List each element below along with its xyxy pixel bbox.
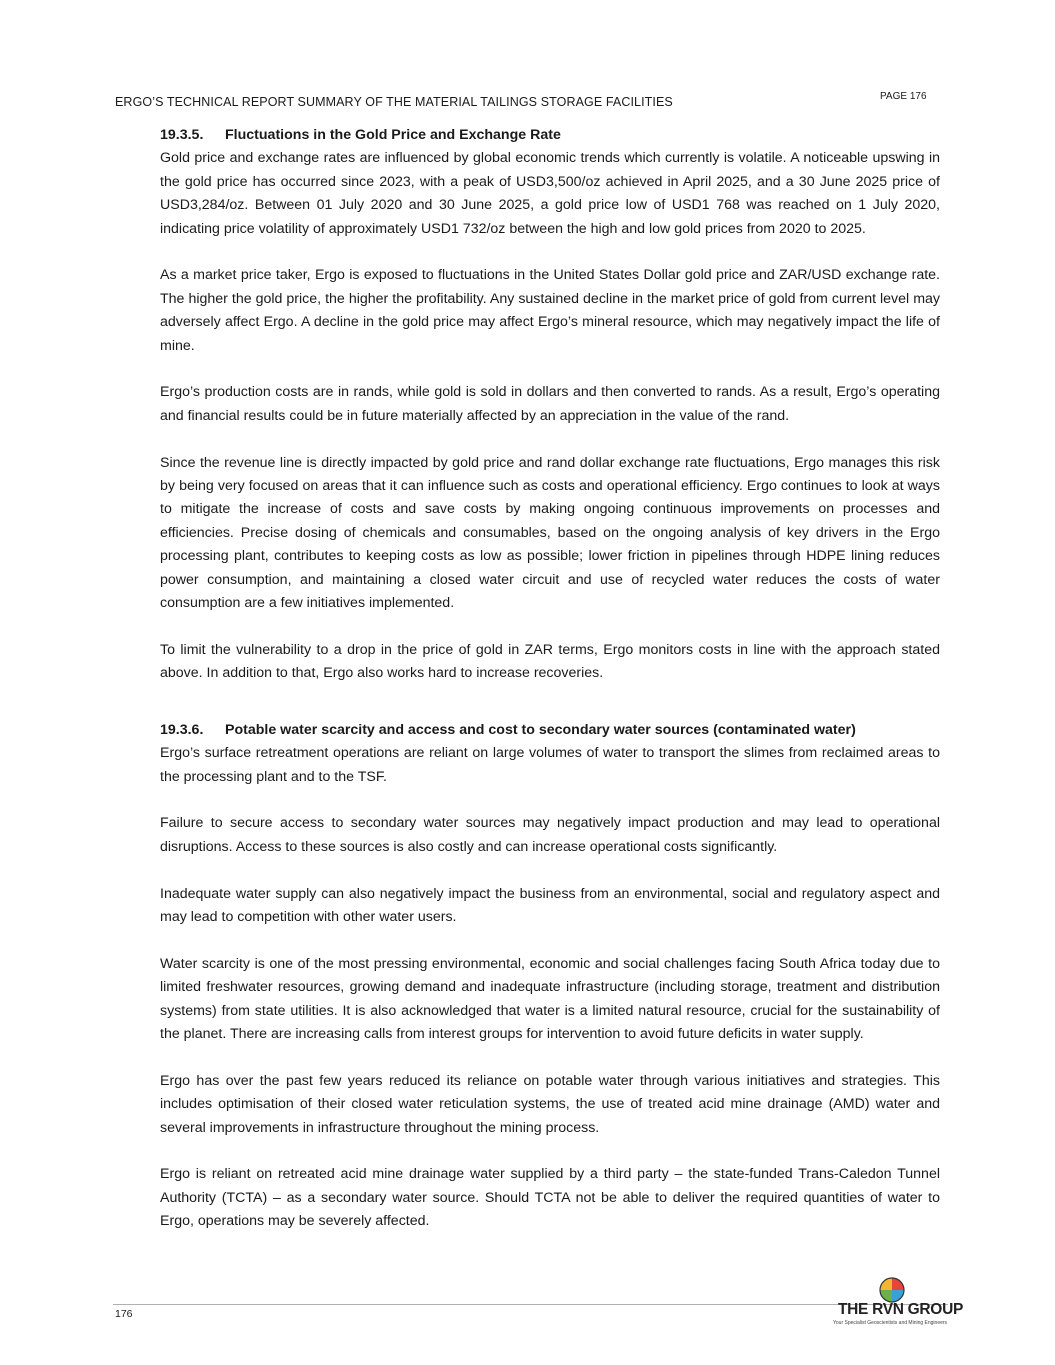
report-header-title: ERGO’S TECHNICAL REPORT SUMMARY OF THE MATERIAL TAILINGS STORAGE FACILITIES (115, 95, 673, 109)
section-title: Fluctuations in the Gold Price and Exchange Rate (225, 127, 561, 143)
paragraph: Failure to secure access to secondary water sources may negatively impact production and may lead to operational disruptions. Access to these sources is also costly and can increase operational costs significantly. (160, 815, 940, 855)
section-heading-19-3-6 (160, 719, 940, 742)
header-page-label: PAGE 176 (880, 91, 927, 102)
section-number: 19.3.5. (160, 127, 204, 143)
paragraph: As a market price taker, Ergo is exposed to fluctuations in the United States Dollar gold price and ZAR/USD exchange rate. The higher the gold price, the higher the profitability. Any sustained decline in the market price of gold from current level may adversely affect Ergo. A decline in the gold price may affect Ergo’s mineral resource, which may negatively impact the life of mine. (160, 267, 940, 354)
logo-tagline: Your Specialist Geoscientists and Mining Engineers (833, 1320, 948, 1326)
page-content (160, 124, 940, 1234)
paragraph: Ergo has over the past few years reduced its reliance on potable water through various initiatives and strategies. This includes optimisation of their closed water reticulation systems, the use of treated acid mine drainage (AMD) water and several improvements in infrastructure throughout the mining process. (160, 1072, 940, 1136)
paragraph: Ergo’s surface retreatment operations are reliant on large volumes of water to transport the slimes from reclaimed areas to the processing plant and to the TSF. (160, 745, 940, 785)
footer-divider (113, 1304, 948, 1305)
paragraph: Ergo is reliant on retreated acid mine drainage water supplied by a third party – the state-funded Trans-Caledon Tunnel Authority (TCTA) – as a secondary water source. Should TCTA not be able to deliver the required quantities of water to Ergo, operations may be severely affected. (160, 1166, 940, 1230)
paragraph: Since the revenue line is directly impacted by gold price and rand dollar exchange rate fluctuations, Ergo manages this risk by being very focused on areas that it can influence such as costs and operational efficiency. Ergo continues to look at ways to mitigate the increase of costs and save costs by making ongoing continuous improvements on processes and efficiencies. Precise dosing of chemicals and consumables, based on the ongoing analysis of key drivers in the Ergo processing plant, contributes to keeping costs as low as possible; lower friction in pipelines through HDPE lining reduces power consumption, and maintaining a closed water circuit and use of recycled water reduces the costs of water consumption are a few initiatives implemented. (160, 454, 940, 612)
footer-page-number: 176 (115, 1308, 133, 1320)
paragraph: Water scarcity is one of the most pressing environmental, economic and social challenges facing South Africa today due to limited freshwater resources, growing demand and inadequate infrastructure (including storage, treatment and distribution systems) from state utilities. It is also acknowledged that water is a limited natural resource, crucial for the sustainability of the planet. There are increasing calls from interest groups for intervention to avoid future deficits in water supply. (160, 955, 940, 1042)
paragraph: Gold price and exchange rates are influenced by global economic trends which currently is volatile. A noticeable upswing in the gold price has occurred since 2023, with a peak of USD3,500/oz achieved in April 2025, and a 30 June 2025 price of USD3,284/oz. Between 01 July 2020 and 30 June 2025, a gold price low of USD1 768 was reached on 1 July 2020, indicating price volatility of approximately USD1 732/oz between the high and low gold prices from 2020 to 2025. (160, 150, 940, 237)
section-number: 19.3.6. (160, 721, 204, 738)
paragraph: Ergo’s production costs are in rands, while gold is sold in dollars and then converted to rands. As a result, Ergo’s operating and financial results could be in future materially affected by an appreciation in the value of the rand. (160, 384, 940, 424)
section-title: Potable water scarcity and access and cost to secondary water sources (contaminated water) (225, 721, 856, 738)
section-heading-19-3-5 (160, 124, 940, 147)
paragraph: Inadequate water supply can also negatively impact the business from an environmental, social and regulatory aspect and may lead to competition with other water users. (160, 885, 940, 925)
logo-wordmark: THE RVN GROUP (838, 1301, 963, 1318)
paragraph: To limit the vulnerability to a drop in the price of gold in ZAR terms, Ergo monitors costs in line with the approach stated above. In addition to that, Ergo also works hard to increase recoveries. (160, 641, 940, 682)
